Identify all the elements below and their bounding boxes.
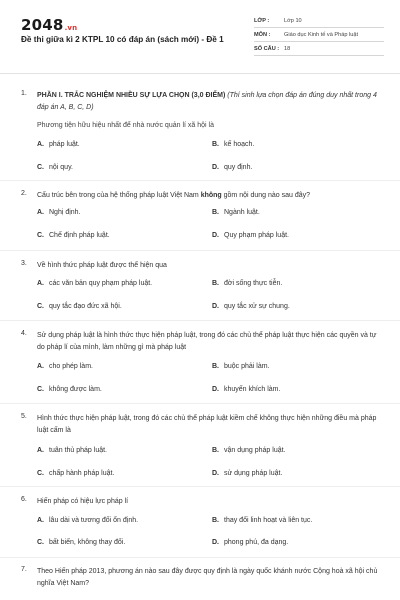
site-logo[interactable] (21, 16, 77, 34)
option-d[interactable]: D. sử dụng pháp luật. (212, 470, 283, 477)
meta-row-subject (254, 28, 384, 42)
question-number: 2. (21, 190, 27, 197)
meta-key: MÔN : (254, 31, 271, 38)
document-header (0, 0, 400, 72)
option-d[interactable]: D. Quy phạm pháp luật. (212, 232, 289, 239)
question-text: Về hình thức pháp luật được thể hiện qua (37, 262, 167, 269)
option-d[interactable]: D. quy định. (212, 164, 253, 171)
meta-row-class (254, 14, 384, 28)
question-separator (0, 250, 400, 251)
option-c[interactable]: C. không được làm. (37, 386, 102, 393)
option-b[interactable]: B. thay đổi linh hoạt và liên tục. (212, 517, 313, 524)
option-c[interactable]: C. quy tắc đạo đức xã hội. (37, 303, 122, 310)
question-text: Hình thức thực hiện pháp luật, trong đó các chủ thể pháp luật kiềm chế không thực hiện những điều mà pháp luật cấm là (37, 415, 377, 434)
option-a[interactable]: A. pháp luật. (37, 141, 80, 148)
logo-suffix: .vn (64, 24, 78, 32)
option-c[interactable]: C. nội quy. (37, 164, 73, 171)
question-separator (0, 320, 400, 321)
option-a[interactable]: A. tuân thủ pháp luật. (37, 447, 107, 454)
option-b[interactable]: B. vận dụng pháp luật. (212, 447, 286, 454)
option-b[interactable]: B. kế hoạch. (212, 141, 255, 148)
option-d[interactable]: D. phong phú, đa dạng. (212, 539, 289, 546)
section-heading (37, 90, 383, 113)
question-text: Cấu trúc bên trong của hệ thống pháp luật Việt Nam không gồm nội dung nào sau đây? (37, 192, 311, 199)
question-number: 4. (21, 330, 27, 337)
option-c[interactable]: C. Chế định pháp luật. (37, 232, 110, 239)
option-b[interactable]: B. Ngành luật. (212, 209, 260, 216)
question-number: 7. (21, 566, 27, 573)
option-a[interactable]: A. cho phép làm. (37, 363, 93, 370)
option-a[interactable]: A. các văn bản quy phạm pháp luật. (37, 280, 153, 287)
option-d[interactable]: D. quy tắc xử sự chung. (212, 303, 290, 310)
question-separator (0, 557, 400, 558)
document-title: Đề thi giữa kì 2 KTPL 10 có đáp án (sách mới) - Đề 1 (21, 35, 224, 44)
negation-emphasis: không (200, 192, 222, 199)
question-text: Theo Hiến pháp 2013, phương án nào sau đây được quy định là ngày quốc khánh nước Cộng hoà xã hội chủ nghĩa Việt Nam? (37, 568, 378, 587)
question-separator (0, 486, 400, 487)
meta-value: Lớp 10 (284, 17, 302, 24)
question-number: 3. (21, 260, 27, 267)
meta-key: SỐ CÂU : (254, 45, 280, 52)
question-number: 1. (21, 90, 27, 97)
document-meta (254, 14, 384, 56)
option-d[interactable]: D. khuyến khích làm. (212, 386, 281, 393)
option-a[interactable]: A. lâu dài và tương đối ổn định. (37, 517, 139, 524)
question-text: Hiến pháp có hiệu lực pháp lí (37, 498, 129, 505)
question-separator (0, 180, 400, 181)
question-text: Sử dụng pháp luật là hình thức thực hiện pháp luật, trong đó các chủ thể pháp luật thực hiện các quyền và tự do pháp lí của mình, làm những gì mà pháp luật (37, 332, 377, 351)
option-c[interactable]: C. chấp hành pháp luật. (37, 470, 115, 477)
section-title: PHẦN I. TRẮC NGHIỆM NHIỀU SỰ LỰA CHỌN (3,0 ĐIỂM) (37, 92, 226, 99)
option-b[interactable]: B. đời sống thực tiễn. (212, 280, 283, 287)
meta-value: 18 (284, 45, 291, 52)
option-a[interactable]: A. Nghị định. (37, 209, 81, 216)
meta-key: LỚP : (254, 17, 270, 24)
logo-main: 2048 (21, 16, 64, 34)
question-number: 5. (21, 413, 27, 420)
question-separator (0, 403, 400, 404)
option-c[interactable]: C. bất biến, không thay đổi. (37, 539, 126, 546)
meta-row-count (254, 42, 384, 56)
question-number: 6. (21, 496, 27, 503)
question-text: Phương tiện hữu hiệu nhất để nhà nước quản lí xã hội là (37, 122, 214, 129)
section-note: (Thí sinh lựa chọn đáp án đúng duy nhất trong 4 đáp án A, B, C, D) (37, 92, 377, 111)
meta-value: Giáo dục Kinh tế và Pháp luật (284, 31, 359, 38)
option-b[interactable]: B. buộc phải làm. (212, 363, 270, 370)
header-divider (0, 73, 400, 74)
